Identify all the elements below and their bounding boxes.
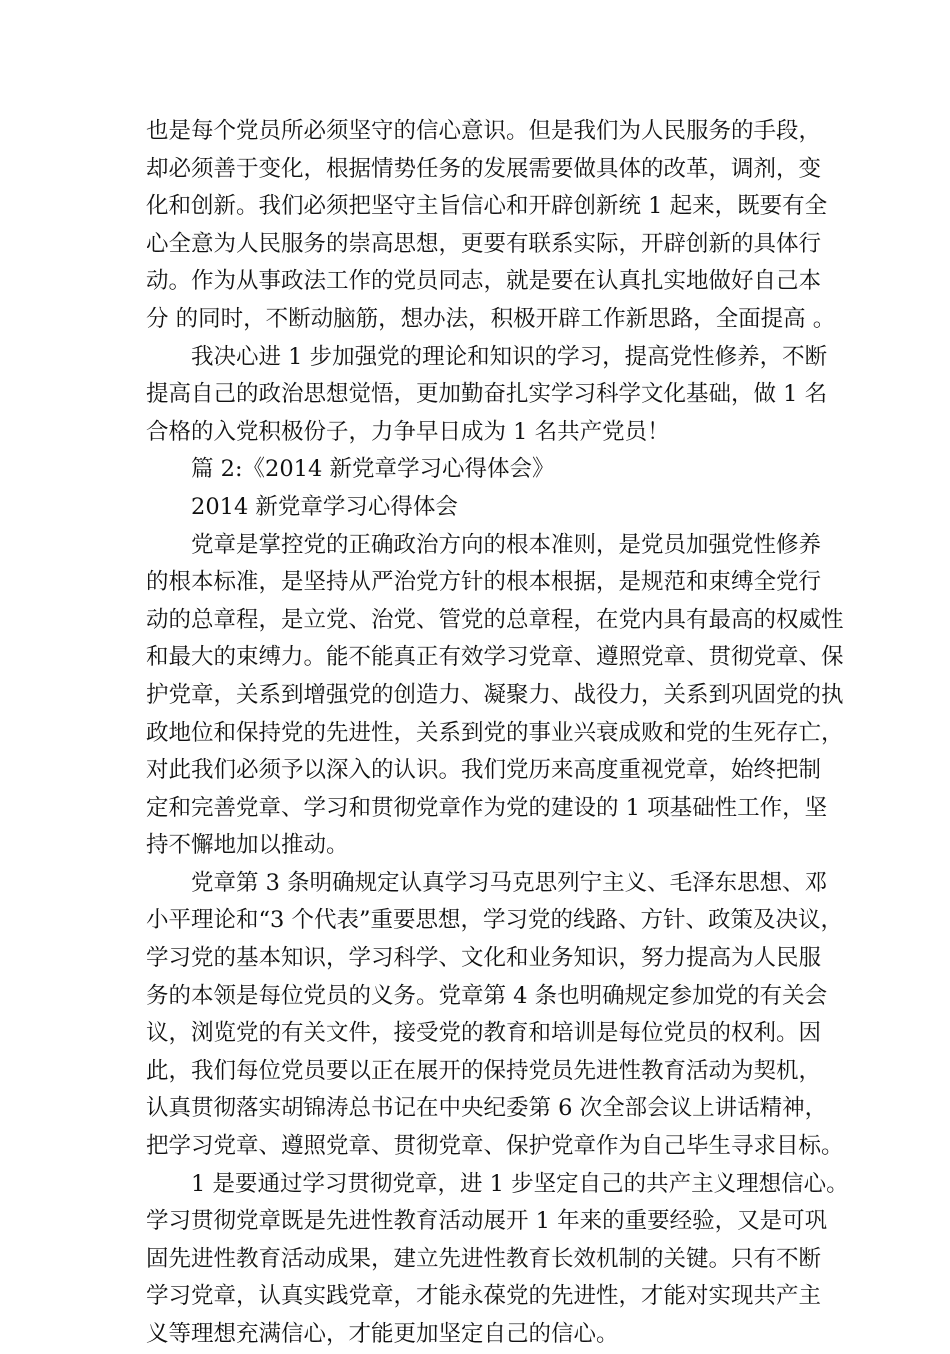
paragraph-start-line: 党章是掌控党的正确政治方向的根本准则，是党员加强党性修养 xyxy=(191,531,822,558)
text-line: 和最大的束缚力。能不能真正有效学习党章、遵照党章、贯彻党章、保 xyxy=(146,644,844,671)
text-line: 却必须善于变化，根据情势任务的发展需要做具体的改革，调剂，变 xyxy=(146,155,822,182)
text-line: 对此我们必须予以深入的认识。我们党历来高度重视党章，始终把制 xyxy=(146,757,822,784)
paragraph-start-line: 党章第 3 条明确规定认真学习马克思列宁主义、毛泽东思想、邓 xyxy=(191,869,828,896)
text-line: 议，浏览党的有关文件，接受党的教育和培训是每位党员的权利。因 xyxy=(146,1020,822,1047)
text-line: 持不懈地加以推动。 xyxy=(146,832,349,859)
document-body xyxy=(146,113,849,1354)
text-line: 学习党章，认真实践党章，才能永葆党的先进性，才能对实现共产主 xyxy=(146,1283,822,1310)
text-line: 心全意为人民服务的崇高思想，更要有联系实际，开辟创新的具体行 xyxy=(146,230,822,257)
text-line: 合格的入党积极份子，力争早日成为 1 名共产党员！ xyxy=(146,418,670,445)
text-line: 提高自己的政治思想觉悟，更加勤奋扎实学习科学文化基础，做 1 名 xyxy=(146,381,828,408)
text-line: 小平理论和“3 个代表”重要思想，学习党的线路、方针、政策及决议， xyxy=(146,907,843,934)
article-heading: 篇 2:《2014 新党章学习心得体会》 xyxy=(191,456,555,483)
text-line: 动。作为从事政法工作的党员同志，就是要在认真扎实地做好自己本 xyxy=(146,268,822,295)
text-line: 认真贯彻落实胡锦涛总书记在中央纪委第 6 次全部会议上讲话精神， xyxy=(146,1095,828,1122)
text-line: 的根本标准，是坚持从严治党方针的根本根据，是规范和束缚全党行 xyxy=(146,569,822,596)
article-title: 2014 新党章学习心得体会 xyxy=(191,493,458,520)
text-line: 政地位和保持党的先进性，关系到党的事业兴衰成败和党的生死存亡， xyxy=(146,719,844,746)
text-line: 化和创新。我们必须把坚守主旨信心和开辟创新统 1 起来，既要有全 xyxy=(146,193,828,220)
text-line: 也是每个党员所必须坚守的信心意识。但是我们为人民服务的手段， xyxy=(146,118,822,144)
text-line: 学习党的基本知识，学习科学、文化和业务知识，努力提高为人民服 xyxy=(146,945,822,972)
text-line: 固先进性教育活动成果，建立先进性教育长效机制的关键。只有不断 xyxy=(146,1245,822,1272)
text-line: 把学习党章、遵照党章、贯彻党章、保护党章作为自己毕生寻求目标。 xyxy=(146,1133,844,1160)
paragraph-start-line: 我决心进 1 步加强党的理论和知识的学习，提高党性修养，不断 xyxy=(191,343,828,370)
text-line: 分 的同时，不断动脑筋，想办法，积极开辟工作新思路，全面提高 。 xyxy=(146,305,836,332)
text-line: 动的总章程，是立党、治党、管党的总章程，在党内具有最高的权威性 xyxy=(146,606,844,633)
text-line: 务的本领是每位党员的义务。党章第 4 条也明确规定参加党的有关会 xyxy=(146,982,828,1009)
text-line: 定和完善党章、学习和贯彻党章作为党的建设的 1 项基础性工作，坚 xyxy=(146,794,828,821)
text-line: 此，我们每位党员要以正在展开的保持党员先进性教育活动为契机， xyxy=(146,1057,822,1084)
paragraph-start-line: 1 是要通过学习贯彻党章，进 1 步坚定自己的共产主义理想信心。 xyxy=(191,1170,849,1197)
text-line: 护党章，关系到增强党的创造力、凝聚力、战役力，关系到巩固党的执 xyxy=(146,681,844,708)
text-line: 学习贯彻党章既是先进性教育活动展开 1 年来的重要经验，又是可巩 xyxy=(146,1208,828,1235)
text-line: 义等理想充满信心，才能更加坚定自己的信心。 xyxy=(146,1321,619,1347)
